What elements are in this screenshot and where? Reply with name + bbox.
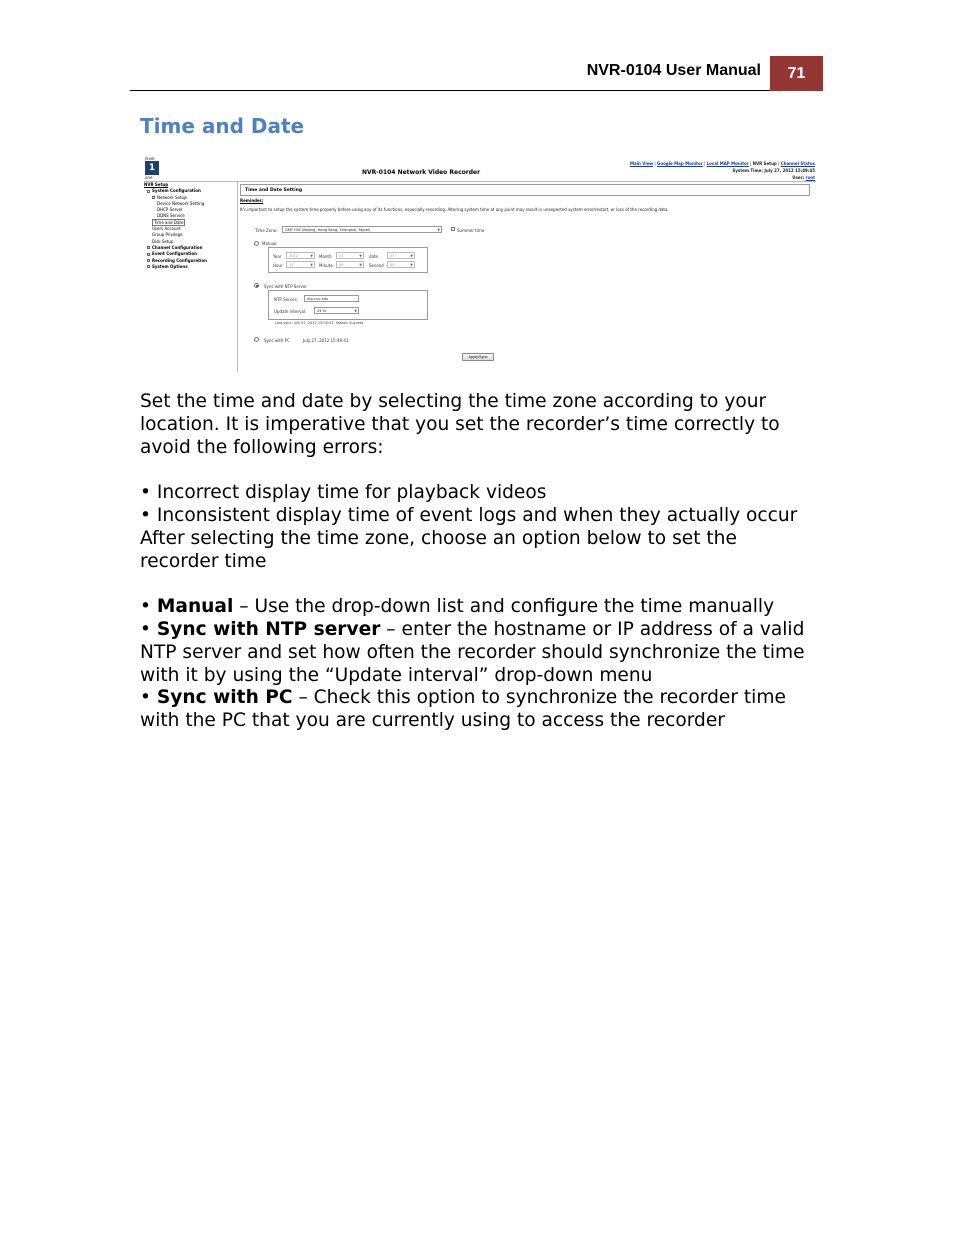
month-select[interactable]: 07 ▼ [336,252,364,259]
option-ntp: • Sync with NTP server – enter the hostname or IP address of a valid NTP server and set how often the recorder should synchronize the time with it by using the “Update interval” drop-down menu [140,618,805,686]
sidebar-item-ddns-service[interactable]: DDNS Service [157,213,185,219]
last-sync-status: Last sync: July 27, 2012 15:05:47, Status: Success [275,321,364,325]
time-zone-select[interactable]: GMT+08 (Beijing, Hong Kong, Shanghai, Taipei) ▼ [282,226,442,233]
chevron-down-icon: ▼ [354,309,357,313]
chevron-down-icon: ▼ [437,228,440,232]
hour-label: Hour [273,263,283,268]
sidebar-root[interactable]: NVR Setup [144,182,169,187]
chevron-down-icon: ▼ [359,263,362,267]
update-interval-select[interactable]: 24 hr ▼ [314,307,359,314]
page-number-badge [770,56,823,91]
logo-bottom-text: one [145,175,153,180]
manual-label: Manual [262,241,277,246]
manual-radio[interactable] [254,241,259,246]
manual-title: NVR-0104 User Manual [586,62,761,79]
sidebar-item-disk-setup[interactable]: Disk Setup [152,238,174,244]
month-label: Month [319,254,332,259]
option-ntp-name: Sync with NTP server [156,618,381,640]
screenshot-divider [144,181,816,182]
nav-main-view[interactable]: Main View [630,161,654,166]
hour-select[interactable]: 15 ▼ [286,261,315,268]
option-pc-name: Sync with PC [156,687,293,709]
option-pc: • Sync with PC – Check this option to synchronize the recorder time with the PC that you are currently using to access the recorder [140,687,786,732]
sidebar-item-system-options[interactable]: System Options [144,264,236,270]
sidebar-item-system-configuration[interactable]: System Configuration [144,188,236,194]
top-nav: Main View | Google Map Monitor | Local MAP Monitor | NVR Setup | Channel Status System Time: July 27, 2012 15:49:45 User: root [630,161,815,180]
sidebar-item-event-configuration[interactable]: Event Configuration [144,251,236,257]
option-manual: • Manual – Use the drop-down list and configure the time manually [140,596,775,618]
body-text [140,391,820,733]
date-label: date [369,254,379,259]
pc-time: July 27, 2012 15:49:43 [303,338,349,343]
error-item-1: • Incorrect display time for playback videos [140,482,547,504]
app-title: NVR-0104 Network Video Recorder [362,169,481,176]
sidebar-item-network-setup[interactable]: Network Setup [144,195,236,201]
user-link[interactable]: root [805,175,815,180]
nav-local-map-monitor[interactable]: Local MAP Monitor [706,161,749,166]
chevron-down-icon: ▼ [410,254,413,258]
ntp-server-label: NTP Server: [274,297,298,302]
setup-sidebar [144,182,236,270]
levelone-logo [145,156,159,182]
nvr-screenshot [140,152,820,377]
summer-time-checkbox[interactable] [451,227,455,231]
second-label: Second [369,263,384,268]
sidebar-item-recording-configuration[interactable]: Recording Configuration [144,258,236,264]
chevron-down-icon: ▼ [310,254,313,258]
page-number: 71 [787,64,806,82]
chevron-down-icon: ▼ [359,254,362,258]
pc-option-label: Sync with PC [264,338,290,343]
sidebar-divider [237,182,238,372]
chevron-down-icon: ▼ [410,263,413,267]
section-title: Time and Date [140,114,305,138]
collapse-icon[interactable] [147,190,150,193]
expand-icon[interactable] [147,253,150,256]
sidebar-item-channel-configuration[interactable]: Channel Configuration [144,245,236,251]
year-label: Year [273,254,282,259]
ntp-server-input[interactable]: ntp.ccu.edu [304,295,359,302]
user-line [630,174,815,181]
date-select[interactable]: 27 ▼ [387,252,415,259]
manual-fieldset [268,247,428,273]
second-select[interactable]: 45 ▼ [387,261,415,268]
intro-paragraph: Set the time and date by selecting the time zone according to your location. It is imperative that you set the recorder’s time correctly to avoid the following errors: [140,391,780,458]
update-interval-label: Update interval: [274,309,307,314]
ntp-option-label: Sync with NTP Server [264,284,307,289]
summer-time-label: Summer time [457,228,485,233]
error-item-2: • Inconsistent display time of event logs and when they actually occur [140,504,798,526]
expand-icon[interactable] [147,246,150,249]
user-label: User: [792,175,805,180]
logo-top-text: level [145,156,155,161]
chevron-down-icon: ▼ [310,263,313,267]
nav-google-map-monitor[interactable]: Google Map Monitor [657,161,703,166]
year-select[interactable]: 2012 ▼ [286,252,315,259]
ntp-radio[interactable] [254,283,259,288]
reminder-label: Reminder: [240,198,264,203]
after-paragraph: After selecting the time zone, choose an option below to set the recorder time [140,527,737,572]
time-zone-label: Time Zone: [255,228,278,233]
sidebar-item-users-account[interactable]: Users Account [152,226,181,232]
minute-label: Minute [319,263,333,268]
expand-icon[interactable] [147,259,150,262]
sidebar-item-time-and-date[interactable]: Time and Date [154,219,184,225]
nav-nvr-setup[interactable]: NVR Setup [752,161,777,166]
pc-radio[interactable] [254,337,259,342]
expand-icon[interactable] [147,265,150,268]
system-time: System Time: July 27, 2012 15:49:45 [732,168,815,173]
header-rule [130,90,770,91]
apply-sync-button[interactable]: Apply/Sync [462,353,494,361]
panel-title: Time and Date Setting [240,184,810,196]
sidebar-item-device-network-setting[interactable]: Device Network Setting [157,200,205,206]
reminder-text: It's important to setup the system time properly before using any of its functions, especially recording. Altering system time at any point may result in unexpected system error/restart, or loss of the recording data. [240,207,669,212]
minute-select[interactable]: 49 ▼ [336,261,364,268]
option-manual-name: Manual [156,596,234,618]
collapse-icon[interactable] [152,196,155,199]
sidebar-item-group-privilege[interactable]: Group Privilege [152,232,183,238]
logo-mark: 1 [145,161,159,175]
sidebar-item-dhcp-server[interactable]: DHCP Server [157,207,183,213]
nav-channel-status[interactable]: Channel Status [780,161,815,166]
